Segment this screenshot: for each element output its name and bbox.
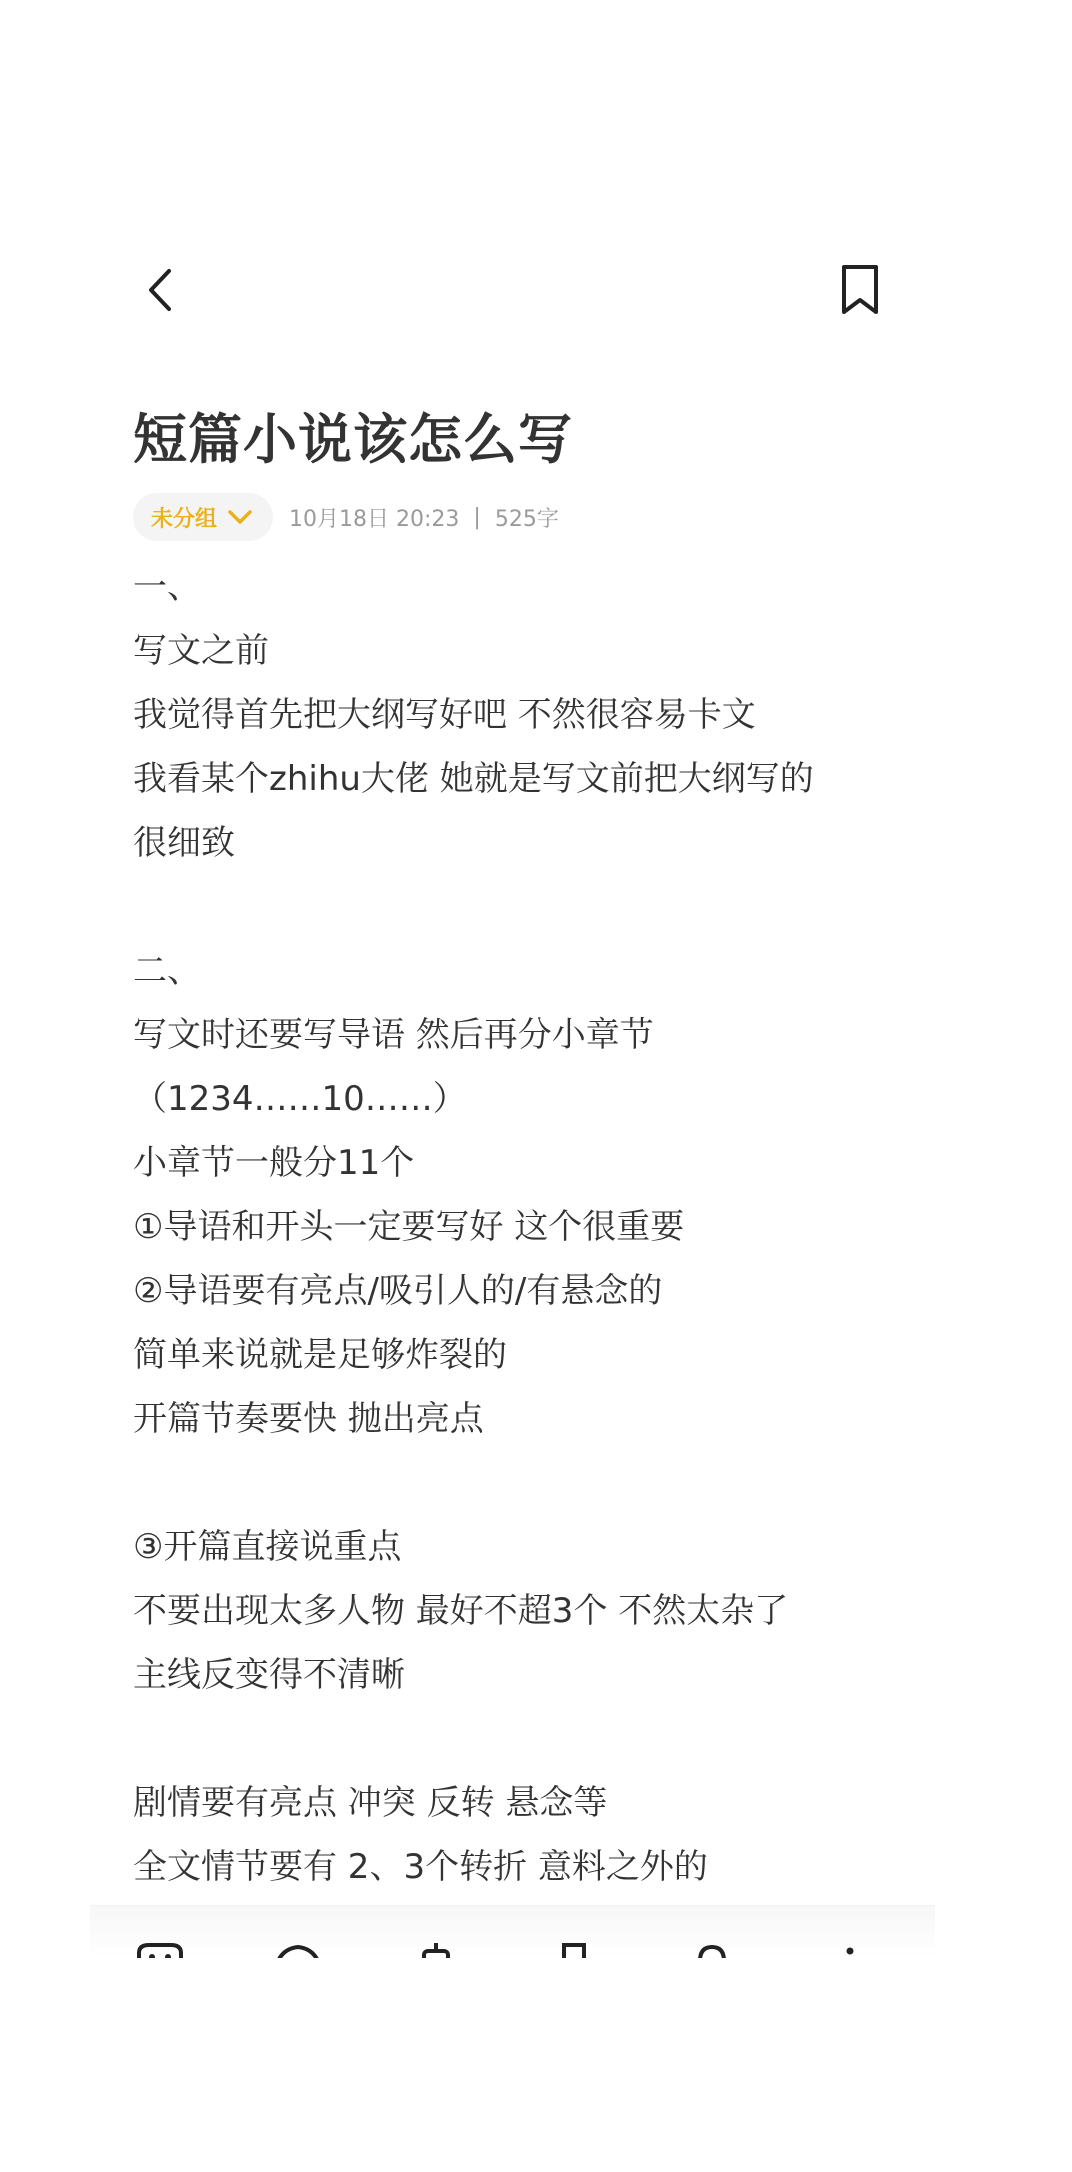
note-date: 10月18日 20:23 xyxy=(289,506,460,532)
back-button[interactable] xyxy=(130,255,190,325)
blank-line xyxy=(133,1451,933,1515)
note-body[interactable] xyxy=(133,555,933,1899)
body-line: 开篇节奏要快 抛出亮点 xyxy=(133,1399,484,1439)
toolbar-icon xyxy=(135,1941,185,1958)
word-count: 525字 xyxy=(494,506,559,532)
body-line: ②导语要有亮点/吸引人的/有悬念的 xyxy=(133,1271,663,1311)
body-line: ③开篇直接说重点 xyxy=(133,1527,402,1567)
body-line: 全文情节要有 2、3个转折 意料之外的 xyxy=(133,1847,708,1887)
bookmark-button[interactable] xyxy=(830,255,890,325)
more-icon xyxy=(840,1941,860,1958)
body-line: 写文时还要写导语 然后再分小章节 xyxy=(133,1015,654,1055)
toolbar-tool-4[interactable] xyxy=(544,1941,604,1958)
body-line: 我看某个zhihu大佬 她就是写文前把大纲写的 xyxy=(133,759,814,799)
body-line: 一、 xyxy=(133,567,201,607)
toolbar-more[interactable] xyxy=(820,1941,880,1958)
body-line: 剧情要有亮点 冲突 反转 悬念等 xyxy=(133,1783,608,1823)
toolbar-tool-3[interactable] xyxy=(406,1941,466,1958)
toolbar-tool-1[interactable] xyxy=(130,1941,190,1958)
body-line: 小章节一般分11个 xyxy=(133,1143,415,1183)
bottom-toolbar xyxy=(90,1905,935,1958)
meta-separator: | xyxy=(473,504,481,530)
note-title: 短篇小说该怎么写 xyxy=(133,408,573,471)
blank-line xyxy=(133,1707,933,1771)
body-line: 不要出现太多人物 最好不超3个 不然太杂了 xyxy=(133,1591,789,1631)
top-bar xyxy=(130,255,890,325)
toolbar-icon xyxy=(692,1941,732,1958)
chevron-left-icon xyxy=(143,265,177,315)
body-line: （1234……10……） xyxy=(133,1079,467,1119)
body-line: 二、 xyxy=(133,951,201,991)
chevron-down-icon xyxy=(227,509,253,525)
body-line: ①导语和开头一定要写好 这个很重要 xyxy=(133,1207,685,1247)
body-line: 很细致 xyxy=(133,823,235,863)
toolbar-icon xyxy=(554,1941,594,1958)
group-selector[interactable] xyxy=(133,493,273,541)
body-line: 我觉得首先把大纲写好吧 不然很容易卡文 xyxy=(133,695,756,735)
body-line: 简单来说就是足够炸裂的 xyxy=(133,1335,507,1375)
group-label: 未分组 xyxy=(151,506,218,532)
toolbar-tool-5[interactable] xyxy=(682,1941,742,1958)
blank-line xyxy=(133,875,933,939)
toolbar-tool-2[interactable] xyxy=(268,1941,328,1958)
bookmark-icon xyxy=(838,263,882,317)
body-line: 写文之前 xyxy=(133,631,269,671)
toolbar-icon xyxy=(416,1941,456,1958)
note-meta xyxy=(133,493,559,541)
body-line: 主线反变得不清晰 xyxy=(133,1655,405,1695)
toolbar-icon xyxy=(271,1941,325,1958)
